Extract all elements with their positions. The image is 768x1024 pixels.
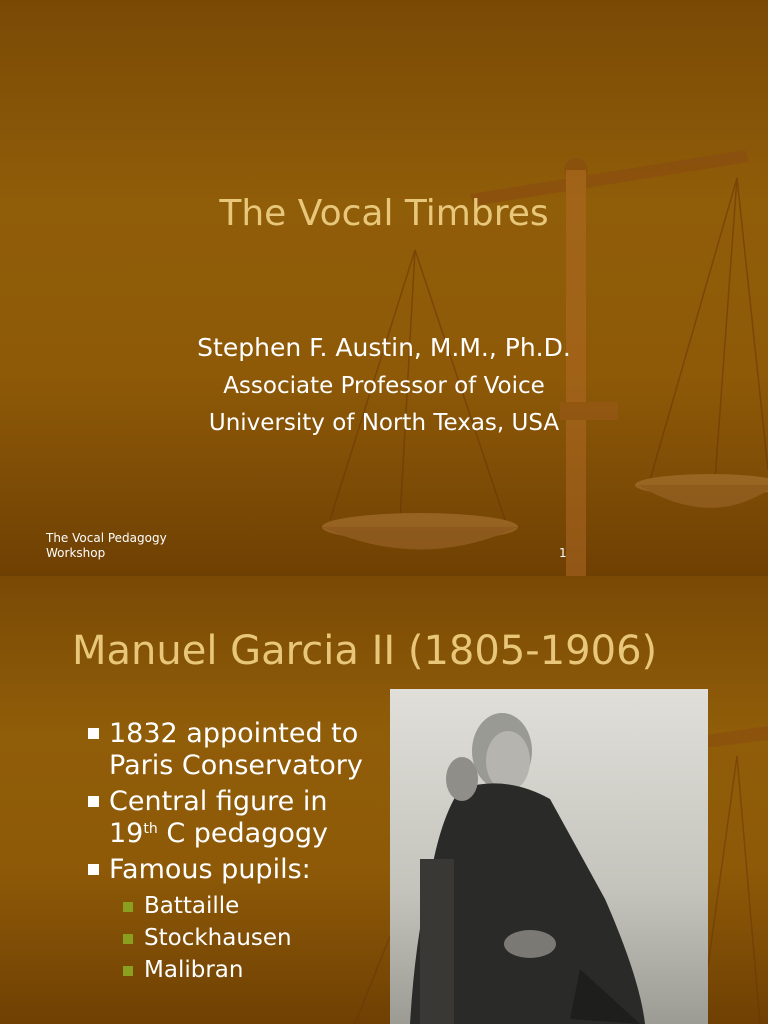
bullet-text: 1832 appointed to Paris Conservatory: [109, 718, 363, 781]
bullet-list: [88, 718, 378, 986]
portrait-photo: [390, 689, 708, 1024]
author-name: Stephen F. Austin, M.M., Ph.D.: [197, 333, 571, 362]
author-institution: University of North Texas, USA: [208, 410, 560, 436]
sub-bullet-square-icon: [123, 902, 133, 912]
bullet-square-icon: [88, 864, 99, 875]
pupil-name: Battaille: [144, 893, 240, 919]
slide-title: Manuel Garcia II (1805-1906): [72, 628, 658, 674]
sub-bullet-square-icon: [123, 966, 133, 976]
bullet-square-icon: [88, 796, 99, 807]
portrait-figure: [390, 689, 708, 1024]
pupil-name: Stockhausen: [144, 925, 292, 951]
pupil-name: Malibran: [144, 957, 244, 983]
sub-bullet-item: [88, 922, 378, 954]
bullet-text: Central figure in 19: [109, 786, 328, 849]
bullet-square-icon: [88, 728, 99, 739]
superscript-text: th: [143, 821, 158, 837]
bullet-item: [88, 718, 378, 782]
sub-bullet-square-icon: [123, 934, 133, 944]
bullet-text: Famous pupils:: [109, 854, 311, 885]
slide-title: The Vocal Timbres: [219, 193, 549, 234]
bullet-text: C pedagogy: [157, 818, 328, 849]
author-position: Associate Professor of Voice: [223, 373, 545, 399]
bullet-item: [88, 786, 378, 850]
sub-bullet-item: [88, 890, 378, 922]
bullet-item: [88, 854, 378, 886]
page-number: 1: [559, 546, 567, 560]
sub-bullet-item: [88, 954, 378, 986]
slide-footer: The Vocal Pedagogy Workshop: [46, 531, 167, 560]
